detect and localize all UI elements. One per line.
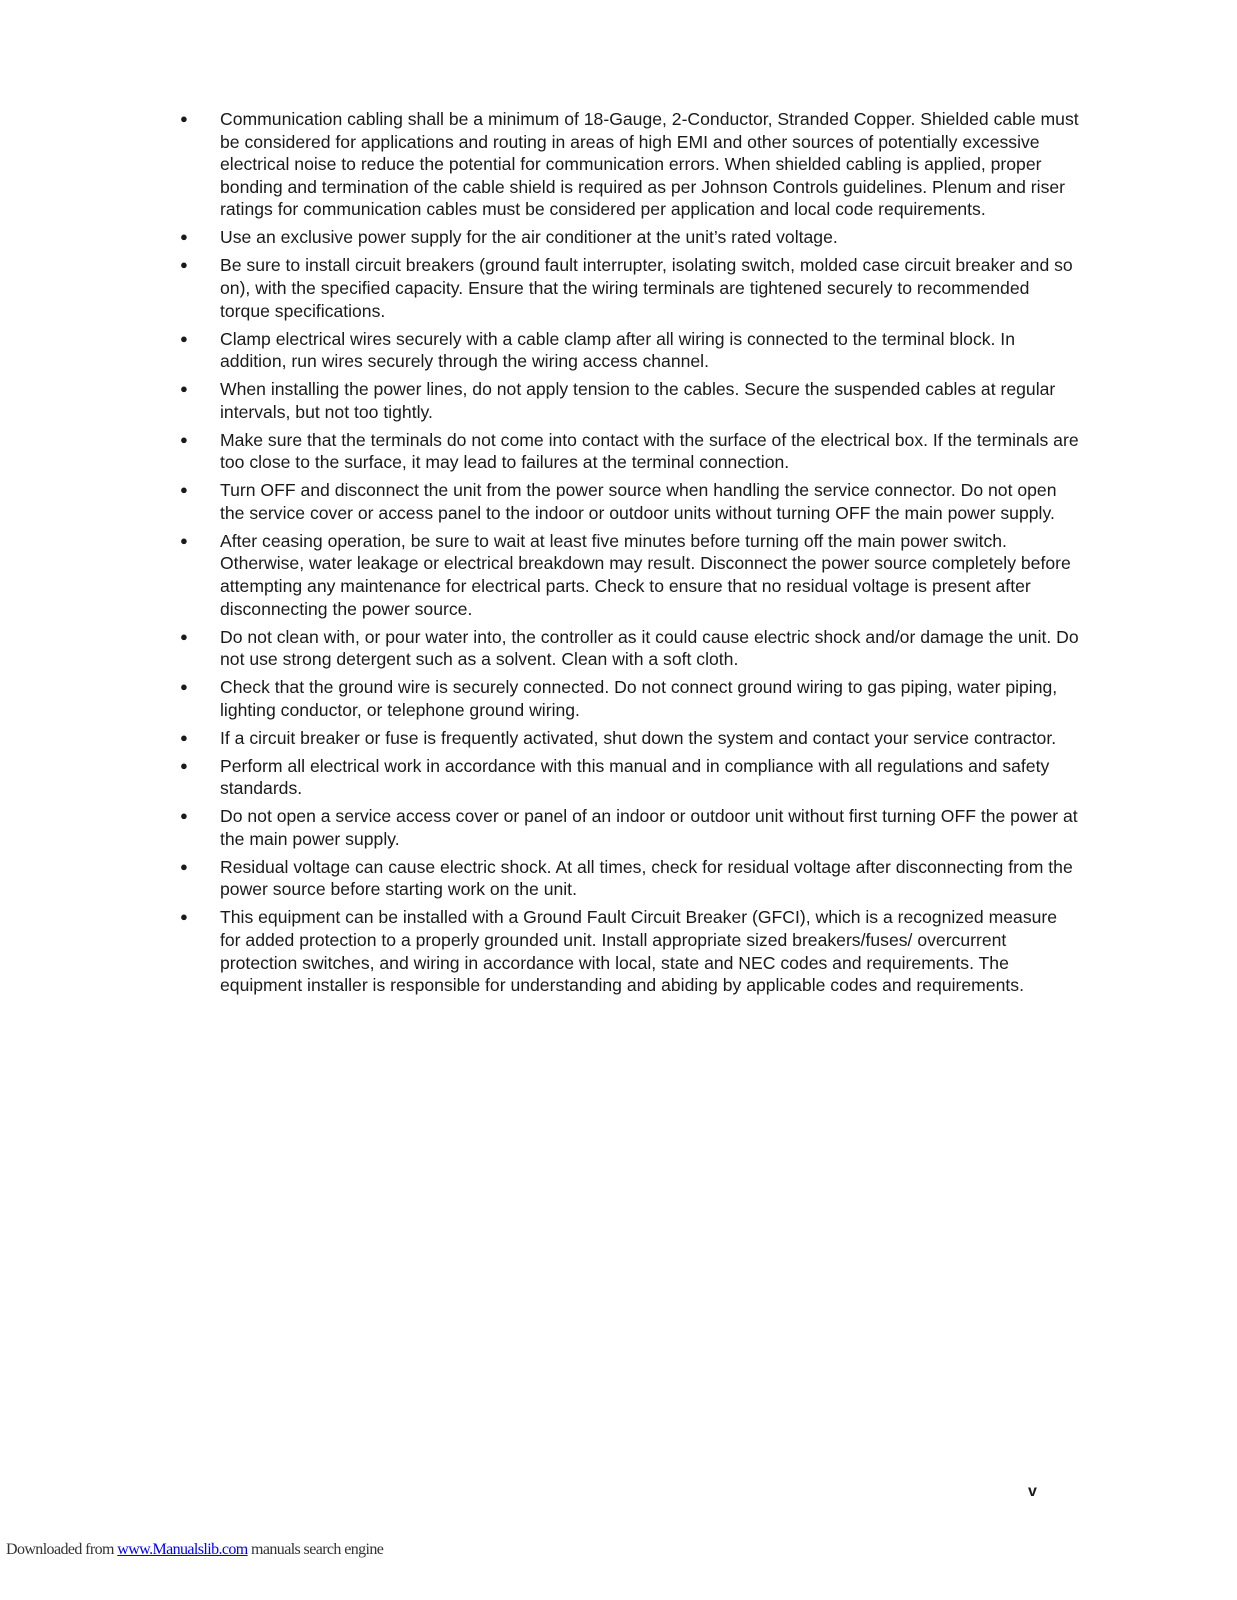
bullet-item — [180, 805, 1080, 850]
bullet-icon: ● — [180, 257, 188, 273]
bullet-text: If a circuit breaker or fuse is frequently activated, shut down the system and contact your service contractor. — [220, 727, 1057, 748]
bullet-item — [180, 226, 1080, 249]
bullet-icon: ● — [180, 909, 188, 925]
bullet-text: Use an exclusive power supply for the air conditioner at the unit’s rated voltage. — [220, 227, 838, 248]
bullet-item — [180, 530, 1080, 620]
bullet-icon: ● — [180, 111, 188, 126]
bullet-icon: ● — [180, 330, 188, 346]
bullet-text: This equipment can be installed with a Ground Fault Circuit Breaker (GFCI), which is a recognized measure for added protection to a properly grounded unit. Install appropriate sized breakers/fuses/ overcurrent protection switches, and wiring in accordance with local, state and NEC codes and requirements. The equipment installer is responsible for understanding and abiding by applicable codes and requirements. — [220, 907, 1058, 996]
bullet-icon: ● — [180, 532, 188, 548]
footer-suffix: manuals search engine — [247, 1541, 384, 1558]
bullet-item — [180, 755, 1080, 800]
bullet-text: Do not open a service access cover or panel of an indoor or outdoor unit without first turning OFF the power at the main power supply. — [220, 806, 1078, 849]
bullet-icon: ● — [180, 808, 188, 824]
bullet-item — [180, 906, 1080, 996]
bullet-item — [180, 254, 1080, 322]
footer-prefix: Downloaded from — [6, 1541, 118, 1558]
bullet-text: Do not clean with, or pour water into, the controller as it could cause electric shock and/or damage the unit. Do not use strong detergent such as a solvent. Clean with a soft cloth. — [220, 626, 1079, 670]
bullet-item — [180, 626, 1080, 671]
bullet-icon: ● — [180, 381, 188, 397]
bullet-text: When installing the power lines, do not apply tension to the cables. Secure the suspended cables at regular intervals, but not too tightly. — [220, 379, 1056, 422]
bullet-text: Clamp electrical wires securely with a cable clamp after all wiring is connected to the terminal block. In addition, run wires securely through the wiring access channel. — [220, 328, 1015, 372]
bullet-text: Be sure to install circuit breakers (ground fault interrupter, isolating switch, molded case circuit breaker and so on), with the specified capacity. Ensure that the wiring terminals are tightened securely to recommended torque specifications. — [220, 255, 1073, 321]
bullet-icon: ● — [180, 679, 188, 695]
bullet-icon: ● — [180, 229, 188, 245]
bullet-icon: ● — [180, 431, 188, 447]
safety-bullet-list — [180, 108, 1080, 1002]
bullet-icon: ● — [180, 482, 188, 498]
bullet-text: Communication cabling shall be a minimum of 18-Gauge, 2-Conductor, Stranded Copper. Shielded cable must be considered for applications and routing in areas of high EMI and other sources of potentially excessive electrical noise to reduce the potential for communication errors. When shielded cabling is applied, proper bonding and termination of the cable shield is required as per Johnson Controls guidelines. Plenum and riser ratings for communication cables must be considered per application and local code requirements. — [220, 109, 1079, 220]
bullet-text: Check that the ground wire is securely connected. Do not connect ground wiring to gas piping, water piping, lighting conductor, or telephone ground wiring. — [220, 677, 1058, 720]
bullet-item — [180, 328, 1080, 373]
bullet-item — [180, 378, 1080, 423]
bullet-text: Turn OFF and disconnect the unit from the power source when handling the service connector. Do not open the service cover or access panel to the indoor or outdoor units without turning OFF the main power supply. — [220, 480, 1057, 523]
page-number: v — [1028, 1483, 1037, 1500]
bullet-item — [180, 676, 1080, 721]
bullet-text: Perform all electrical work in accordance with this manual and in compliance with all regulations and safety standards. — [220, 755, 1050, 799]
bullet-text: Residual voltage can cause electric shock. At all times, check for residual voltage after disconnecting from the power source before starting work on the unit. — [220, 856, 1073, 900]
bullet-item — [180, 856, 1080, 901]
bullet-text: After ceasing operation, be sure to wait at least five minutes before turning off the main power switch. Otherwise, water leakage or electrical breakdown may result. Disconnect the power source completely before attempting any maintenance for electrical parts. Check to ensure that no residual voltage is present after disconnecting the power source. — [220, 530, 1071, 619]
bullet-icon: ● — [180, 757, 188, 773]
bullet-icon: ● — [180, 858, 188, 874]
bullet-item — [180, 479, 1080, 524]
bullet-text: Make sure that the terminals do not come into contact with the surface of the electrical box. If the terminals are too close to the surface, it may lead to failures at the terminal connection. — [220, 429, 1079, 473]
bullet-item — [180, 429, 1080, 474]
bullet-icon: ● — [180, 628, 188, 644]
bullet-icon: ● — [180, 729, 188, 745]
bullet-item — [180, 108, 1080, 221]
manualslib-link[interactable]: www.Manualslib.com — [117, 1541, 248, 1558]
download-footer — [6, 1541, 383, 1559]
bullet-item — [180, 727, 1080, 750]
